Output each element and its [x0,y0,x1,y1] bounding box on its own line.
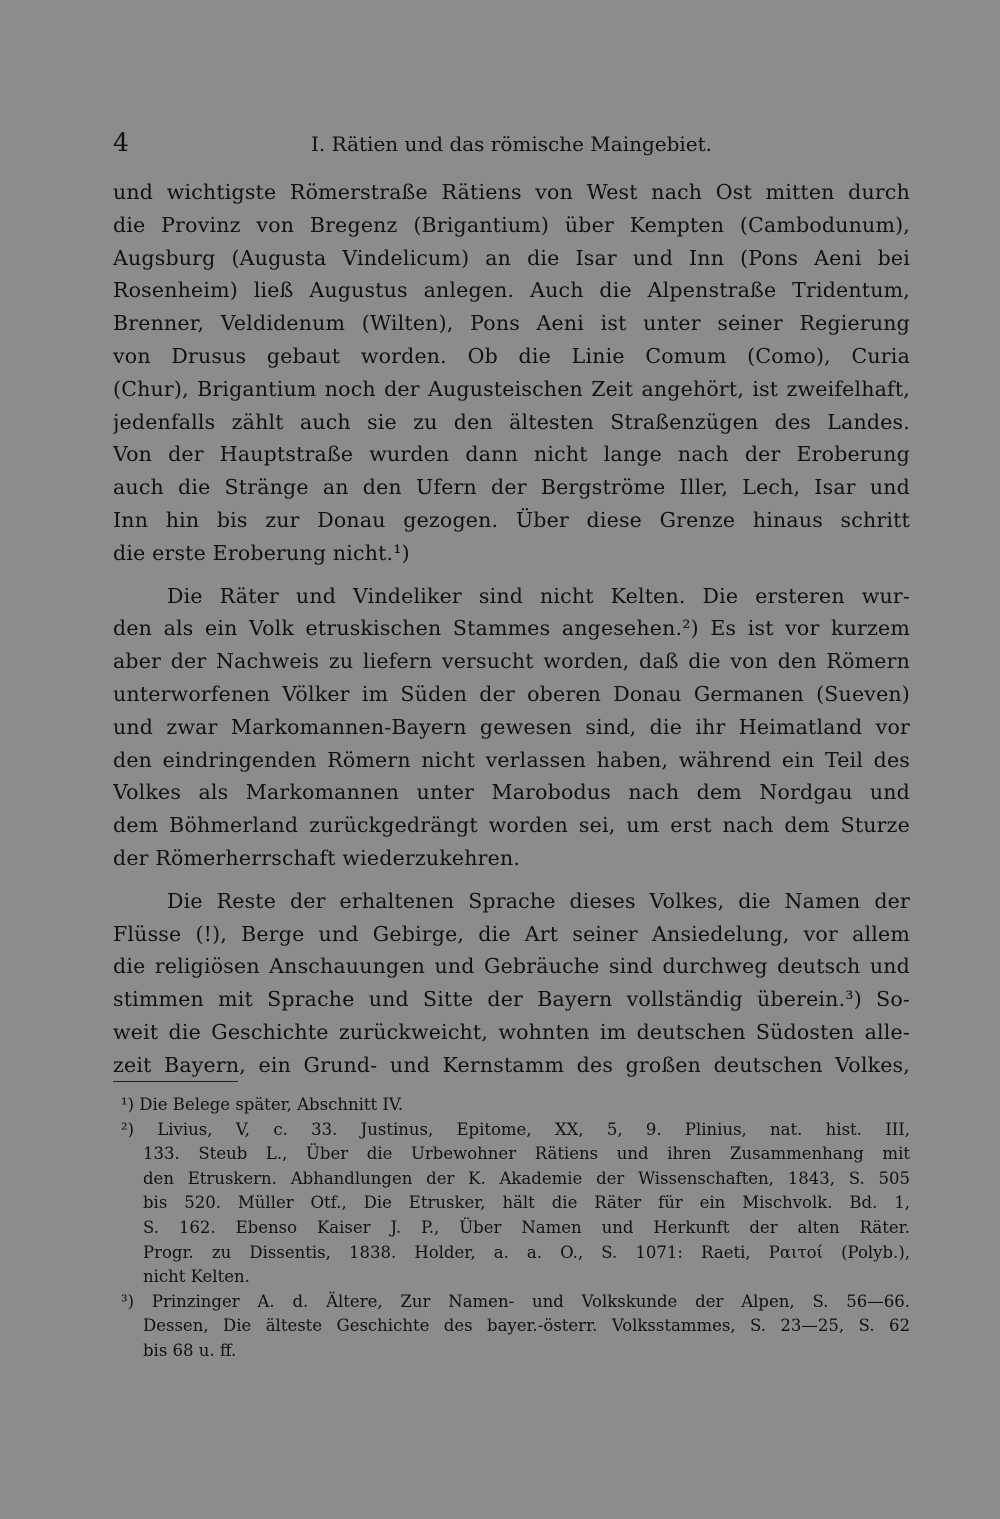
footnote-line: bis 520. Müller Otf., Die Etrusker, hält die Räter für ein Mischvolk. Bd. 1, [143,1193,910,1213]
text-line: Flüsse (!), Berge und Gebirge, die Art seiner Ansiedelung, vor allem [113,921,910,946]
footnote-divider [113,1081,238,1082]
text-line: die erste Eroberung nicht.¹) [113,540,410,565]
body-text [113,176,910,1082]
text-line: den als ein Volk etruskischen Stammes angesehen.²) Es ist vor kurzem [113,616,910,641]
text-line: unterworfenen Völker im Süden der oberen Donau Germanen (Sueven) [113,681,910,706]
footnote-line: ²) Livius, V, c. 33. Justinus, Epitome, XX, 5, 9. Plinius, nat. hist. III, [121,1119,910,1139]
footnote-line: ¹) Die Belege später, Abschnitt IV. [121,1095,404,1114]
footnotes [113,1093,910,1364]
text-line: Augsburg (Augusta Vindelicum) an die Isar und Inn (Pons Aeni bei [113,245,910,270]
text-line: Volkes als Markomannen unter Marobodus nach dem Nordgau und [113,780,910,805]
text-line: die Provinz von Bregenz (Brigantium) über Kempten (Cambodunum), [113,212,910,237]
text-line: dem Böhmerland zurückgedrängt worden sei, um erst nach dem Sturze [113,813,910,838]
footnote-line: bis 68 u. ff. [143,1340,237,1360]
text-line: Brenner, Veldidenum (Wilten), Pons Aeni ist unter seiner Regierung [113,311,910,336]
footnote-1 [113,1093,910,1118]
footnote-3 [113,1290,910,1364]
footnote-line: nicht Kelten. [143,1267,250,1287]
text-line: jedenfalls zählt auch sie zu den ältesten Straßenzügen des Landes. [113,409,910,434]
footnote-line: S. 162. Ebenso Kaiser J. P., Über Namen und Herkunft der alten Räter. [143,1217,910,1237]
text-line: Die Reste der erhaltenen Sprache dieses Volkes, die Namen der [167,888,910,913]
paragraph [113,176,910,570]
text-line: Von der Hauptstraße wurden dann nicht lange nach der Eroberung [113,442,910,467]
paragraph [113,885,910,1082]
text-line: den eindringenden Römern nicht verlassen haben, während ein Teil des [113,747,910,772]
text-line: die religiösen Anschauungen und Gebräuche sind durchweg deutsch und [113,954,910,979]
footnote-line: Progr. zu Dissentis, 1838. Holder, a. a. O., S. 1071: Raeti, Ραιτοί (Polyb.), [143,1242,910,1262]
text-line: weit die Geschichte zurückweicht, wohnten im deutschen Südosten alle- [113,1019,910,1044]
text-line: stimmen mit Sprache und Sitte der Bayern vollständig überein.³) So- [113,987,910,1012]
text-line: aber der Nachweis zu liefern versucht worden, daß die von den Römern [113,649,910,674]
running-head: I. Rätien und das römische Maingebiet. [310,132,713,156]
footnote-2 [113,1118,910,1290]
text-line: (Chur), Brigantium noch der Augusteischen Zeit angehört, ist zweifelhaft, [113,376,910,401]
footnote-line: 133. Steub L., Über die Urbewohner Rätiens und ihren Zusammenhang mit [143,1144,910,1164]
text-line: von Drusus gebaut worden. Ob die Linie Comum (Como), Curia [113,343,910,368]
footnote-line: Dessen, Die älteste Geschichte des bayer.-österr. Volksstammes, S. 23—25, S. 62 [143,1316,910,1336]
text-line: Inn hin bis zur Donau gezogen. Über diese Grenze hinaus schritt [113,507,910,532]
footnote-line: den Etruskern. Abhandlungen der K. Akademie der Wissenschaften, 1843, S. 505 [143,1168,910,1188]
text-line: der Römerherrschaft wiederzukehren. [113,845,521,870]
text-line: und zwar Markomannen-Bayern gewesen sind, die ihr Heimatland vor [113,714,910,739]
text-line: Die Räter und Vindeliker sind nicht Kelten. Die ersteren wur- [167,583,910,608]
text-line: zeit Bayern, ein Grund- und Kernstamm des großen deutschen Volkes, [113,1052,910,1077]
text-line: Rosenheim) ließ Augustus anlegen. Auch die Alpenstraße Tridentum, [113,278,910,303]
page-number: 4 [113,128,129,157]
text-line: auch die Stränge an den Ufern der Bergströme Iller, Lech, Isar und [113,475,910,500]
footnote-line: ³) Prinzinger A. d. Ältere, Zur Namen- und Volkskunde der Alpen, S. 56—66. [121,1291,910,1311]
page-header [113,128,910,162]
paragraph [113,580,910,875]
text-line: und wichtigste Römerstraße Rätiens von West nach Ost mitten durch [113,180,910,204]
